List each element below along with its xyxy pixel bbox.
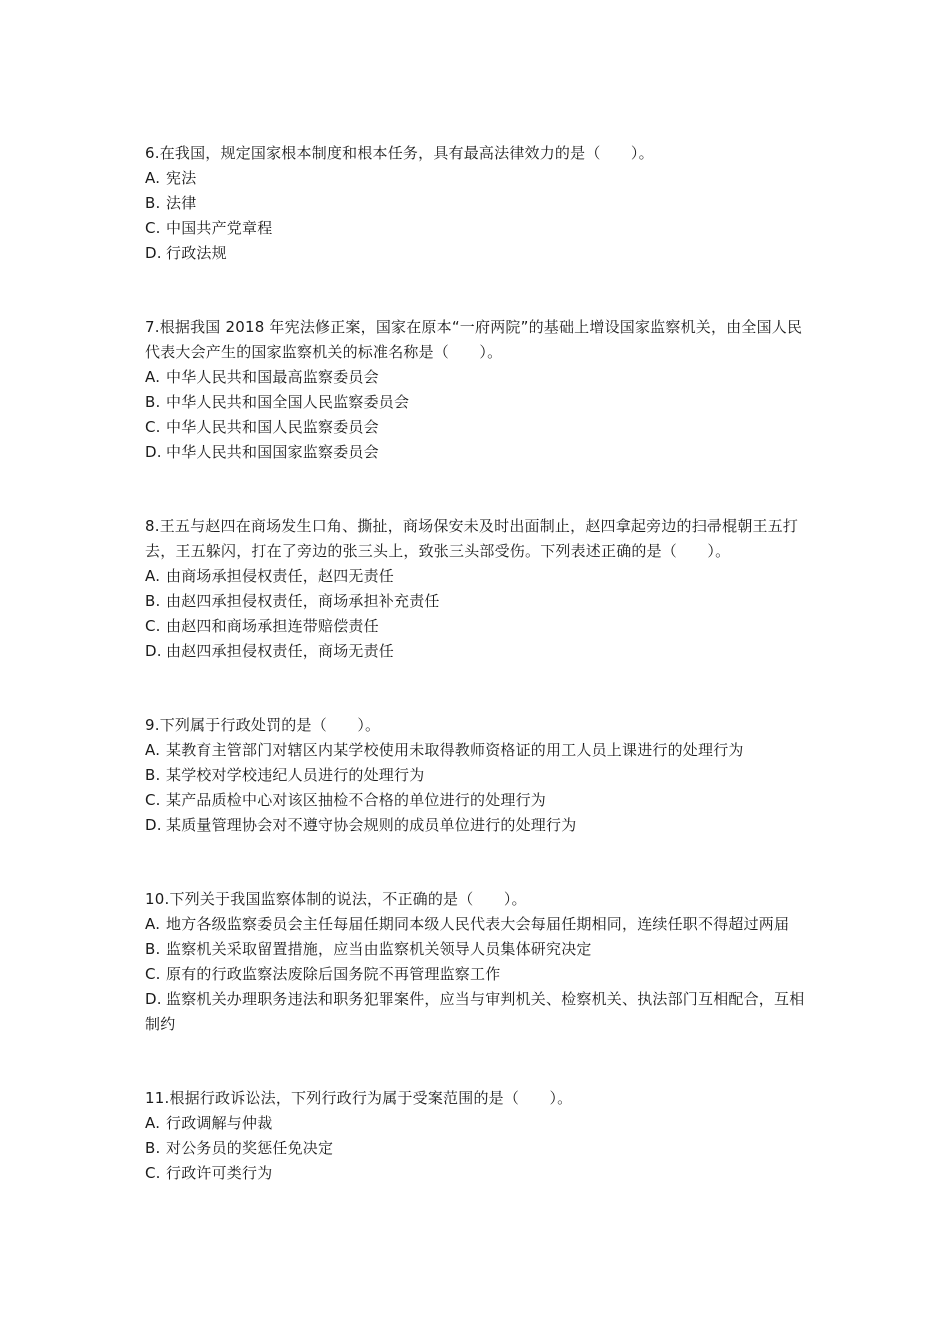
- option-letter: B.: [145, 940, 161, 958]
- option-text: 地方各级监察委员会主任每届任期同本级人民代表大会每届任期相同，连续任职不得超过两届: [166, 915, 790, 933]
- option-text: 原有的行政监察法废除后国务院不再管理监察工作: [166, 965, 501, 983]
- option-b: [145, 937, 810, 962]
- option-text: 某质量管理协会对不遵守协会规则的成员单位进行的处理行为: [166, 816, 577, 834]
- option-c: [145, 788, 810, 813]
- question-stem: 9.下列属于行政处罚的是（ ）。: [145, 716, 381, 734]
- option-a: [145, 738, 810, 763]
- option-c: [145, 415, 810, 440]
- option-text: 行政调解与仲裁: [166, 1114, 273, 1132]
- question-stem: 6.在我国，规定国家根本制度和根本任务，具有最高法律效力的是（ ）。: [145, 144, 654, 162]
- option-letter: B.: [145, 194, 161, 212]
- option-text: 中国共产党章程: [166, 219, 273, 237]
- question-7: [145, 315, 810, 465]
- option-c: [145, 614, 810, 639]
- option-letter: B.: [145, 1139, 161, 1157]
- question-stem: 7.根据我国 2018 年宪法修正案，国家在原本“一府两院”的基础上增设国家监察机关，由全国人民代表大会产生的国家监察机关的标准名称是（ ）。: [145, 318, 803, 361]
- option-a: [145, 166, 810, 191]
- option-text: 由赵四承担侵权责任，商场无责任: [166, 642, 395, 660]
- option-text: 由赵四和商场承担连带赔偿责任: [166, 617, 379, 635]
- option-letter: C.: [145, 418, 161, 436]
- option-d: [145, 440, 810, 465]
- option-text: 法律: [166, 194, 197, 212]
- option-text: 行政法规: [166, 244, 227, 262]
- option-text: 中华人民共和国最高监察委员会: [166, 368, 379, 386]
- option-letter: A.: [145, 1114, 161, 1132]
- option-letter: A.: [145, 741, 161, 759]
- option-letter: A.: [145, 368, 161, 386]
- option-text: 中华人民共和国全国人民监察委员会: [166, 393, 410, 411]
- option-letter: D.: [145, 244, 162, 262]
- option-letter: D.: [145, 816, 162, 834]
- option-c: [145, 962, 810, 987]
- option-letter: C.: [145, 219, 161, 237]
- question-11: [145, 1086, 810, 1186]
- option-text: 监察机关采取留置措施，应当由监察机关领导人员集体研究决定: [166, 940, 592, 958]
- option-text: 对公务员的奖惩任免决定: [166, 1139, 334, 1157]
- option-text: 某教育主管部门对辖区内某学校使用未取得教师资格证的用工人员上课进行的处理行为: [166, 741, 744, 759]
- option-d: [145, 241, 810, 266]
- option-b: [145, 390, 810, 415]
- option-letter: C.: [145, 617, 161, 635]
- option-letter: B.: [145, 393, 161, 411]
- question-stem: 8.王五与赵四在商场发生口角、撕扯，商场保安未及时出面制止，赵四拿起旁边的扫帚棍朝王五打去，王五躲闪，打在了旁边的张三头上，致张三头部受伤。下列表述正确的是（ ）。: [145, 517, 799, 560]
- option-c: [145, 1161, 810, 1186]
- option-letter: C.: [145, 1164, 161, 1182]
- option-letter: D.: [145, 990, 162, 1008]
- option-text: 行政许可类行为: [166, 1164, 273, 1182]
- question-stem: 11.根据行政诉讼法，下列行政行为属于受案范围的是（ ）。: [145, 1089, 573, 1107]
- option-text: 中华人民共和国人民监察委员会: [166, 418, 379, 436]
- option-a: [145, 564, 810, 589]
- option-d: [145, 813, 810, 838]
- question-10: [145, 887, 810, 1037]
- option-c: [145, 216, 810, 241]
- option-letter: A.: [145, 567, 161, 585]
- question-6: [145, 141, 810, 266]
- question-9: [145, 713, 810, 838]
- option-a: [145, 912, 810, 937]
- option-a: [145, 365, 810, 390]
- option-text: 中华人民共和国国家监察委员会: [166, 443, 379, 461]
- option-letter: A.: [145, 169, 161, 187]
- option-d: [145, 639, 810, 664]
- option-text: 宪法: [166, 169, 197, 187]
- option-text: 某学校对学校违纪人员进行的处理行为: [166, 766, 425, 784]
- option-letter: C.: [145, 965, 161, 983]
- option-d: [145, 987, 810, 1037]
- option-letter: D.: [145, 443, 162, 461]
- option-b: [145, 589, 810, 614]
- option-text: 由赵四承担侵权责任，商场承担补充责任: [166, 592, 440, 610]
- question-8: [145, 514, 810, 664]
- option-text: 由商场承担侵权责任，赵四无责任: [166, 567, 395, 585]
- option-letter: A.: [145, 915, 161, 933]
- option-a: [145, 1111, 810, 1136]
- question-list: [145, 141, 810, 1235]
- question-stem: 10.下列关于我国监察体制的说法，不正确的是（ ）。: [145, 890, 527, 908]
- option-letter: B.: [145, 592, 161, 610]
- option-text: 监察机关办理职务违法和职务犯罪案件，应当与审判机关、检察机关、执法部门互相配合，互相制约: [145, 990, 805, 1033]
- option-b: [145, 763, 810, 788]
- option-letter: C.: [145, 791, 161, 809]
- option-text: 某产品质检中心对该区抽检不合格的单位进行的处理行为: [166, 791, 547, 809]
- option-letter: B.: [145, 766, 161, 784]
- option-b: [145, 191, 810, 216]
- option-letter: D.: [145, 642, 162, 660]
- option-b: [145, 1136, 810, 1161]
